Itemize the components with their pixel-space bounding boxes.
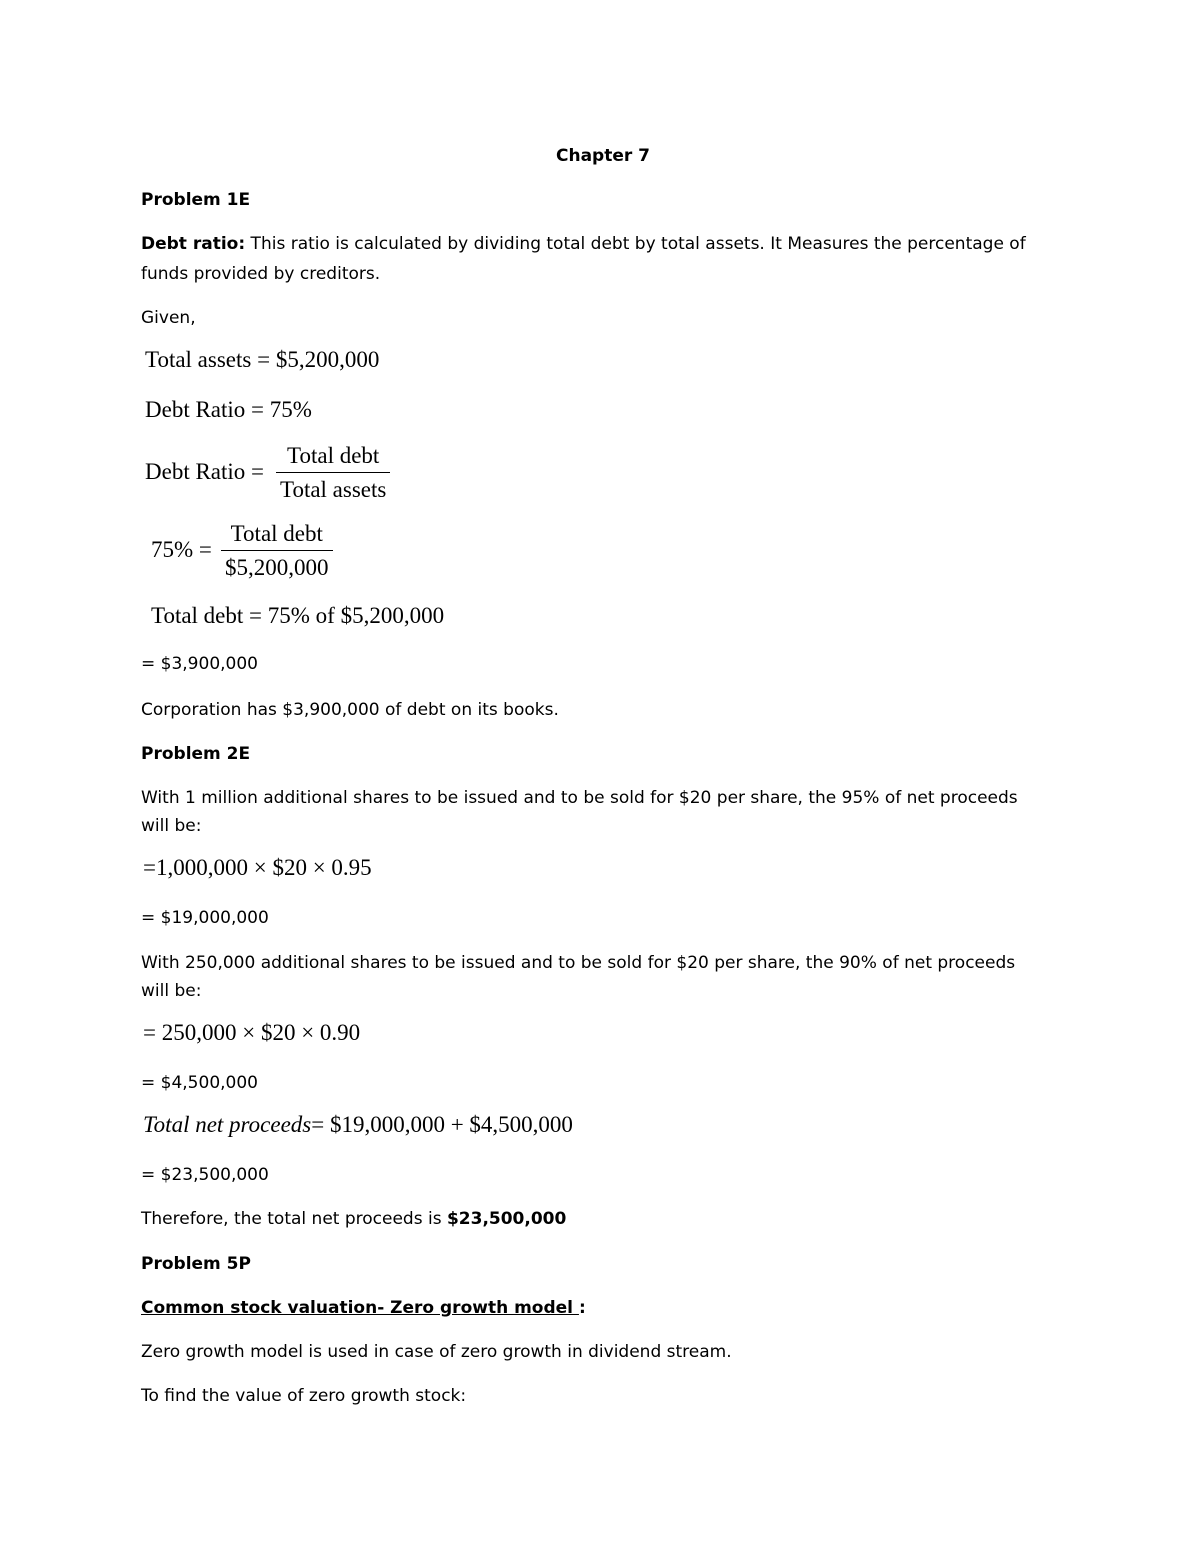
problem-2e-conclusion: [141, 1208, 566, 1230]
problem-2e-heading: Problem 2E: [141, 744, 251, 764]
problem-2e-text-2-cont: will be:: [141, 981, 202, 1001]
equation-total-net-proceeds: [143, 1111, 573, 1139]
problem-2e-text-2: With 250,000 additional shares to be issued and to be sold for $20 per share, the 90% of net proceeds: [141, 953, 1016, 973]
problem-1e-conclusion: Corporation has $3,900,000 of debt on its books.: [141, 700, 559, 720]
given-label: Given,: [141, 308, 196, 328]
conclusion-text: Therefore, the total net proceeds is: [141, 1209, 447, 1229]
equation-formula-lhs: Debt Ratio =: [145, 459, 265, 484]
fraction-numerator: Total debt: [276, 442, 390, 473]
result-total-debt: = $3,900,000: [141, 654, 258, 674]
total-net-proceeds-rhs: = $19,000,000 + $4,500,000: [311, 1112, 573, 1137]
equation-debt-ratio: Debt Ratio = 75%: [145, 397, 312, 422]
debt-ratio-definition-cont: funds provided by creditors.: [141, 264, 381, 284]
subheading-colon: :: [578, 1298, 586, 1318]
debt-ratio-definition-text: This ratio is calculated by dividing total debt by total assets. It Measures the percentage of: [245, 234, 1026, 254]
problem-2e-text-1: With 1 million additional shares to be issued and to be sold for $20 per share, the 95% of net proceeds: [141, 788, 1018, 808]
equation-total-debt: Total debt = 75% of $5,200,000: [151, 603, 445, 628]
zero-growth-subheading-text: Common stock valuation- Zero growth model: [141, 1298, 579, 1318]
conclusion-value: $23,500,000: [446, 1209, 567, 1229]
result-net-proceeds-1: = $19,000,000: [141, 908, 269, 928]
zero-growth-subheading: [141, 1297, 586, 1319]
equation-substitution-fraction: [221, 520, 333, 582]
zero-growth-description: Zero growth model is used in case of zero growth in dividend stream.: [141, 1342, 732, 1362]
equation-total-assets: Total assets = $5,200,000: [145, 347, 380, 372]
problem-1e-heading: Problem 1E: [141, 190, 251, 210]
problem-2e-text-1-cont: will be:: [141, 816, 202, 836]
chapter-title: Chapter 7: [556, 146, 651, 166]
debt-ratio-definition: [141, 233, 1026, 255]
result-net-proceeds-2: = $4,500,000: [141, 1073, 258, 1093]
result-total-net-proceeds: = $23,500,000: [141, 1165, 269, 1185]
equation-formula-fraction: [276, 442, 390, 504]
equation-net-proceeds-1: =1,000,000 × $20 × 0.95: [143, 855, 372, 880]
equation-net-proceeds-2: = 250,000 × $20 × 0.90: [143, 1020, 361, 1045]
fraction-denominator: Total assets: [280, 477, 387, 502]
problem-5p-heading: Problem 5P: [141, 1254, 251, 1274]
fraction-numerator: Total debt: [221, 520, 333, 551]
zero-growth-instruction: To find the value of zero growth stock:: [141, 1386, 467, 1406]
equation-substitution-lhs: 75% =: [151, 537, 212, 562]
fraction-denominator: $5,200,000: [225, 555, 329, 580]
debt-ratio-term: Debt ratio:: [141, 234, 246, 254]
total-net-proceeds-label: Total net proceeds: [143, 1112, 312, 1137]
